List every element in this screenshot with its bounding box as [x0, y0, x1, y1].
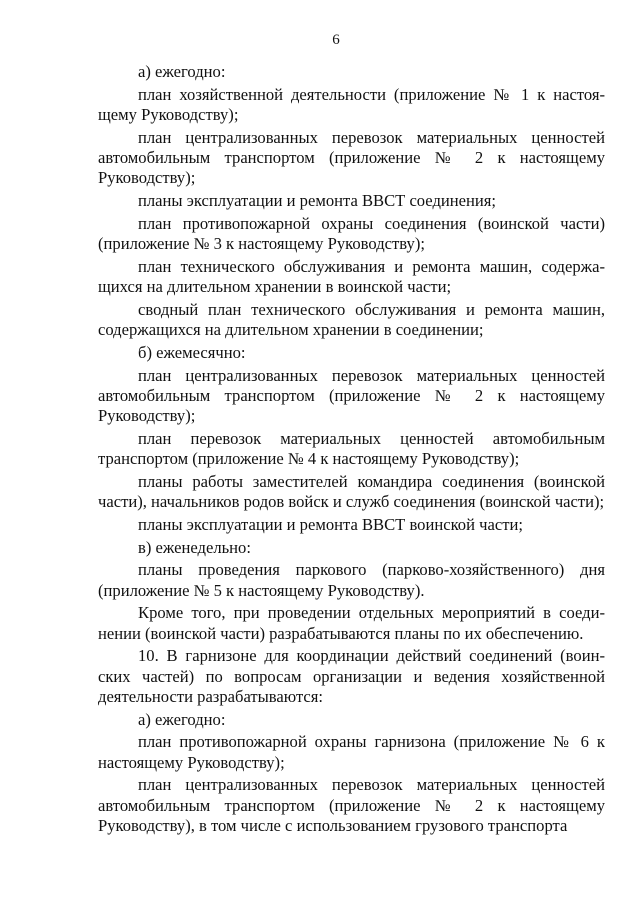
- paragraph: б) ежемесячно:: [138, 342, 246, 362]
- paragraph: план противопожарной охраны соединения (воинской части) (приложение № 3 к настоящему Руководству);: [98, 213, 605, 253]
- paragraph: а) ежегодно:: [138, 709, 226, 729]
- paragraph: Кроме того, при проведении отдельных мероприятий в соединении (воинской части) разрабатываются планы по их обеспечению.: [98, 603, 605, 643]
- document-body: [98, 62, 605, 836]
- paragraph: 10. В гарнизоне для координации действий соединений (воинских частей) по вопросам организации и ведения хозяйственной деятельности разрабатываются:: [98, 646, 605, 706]
- paragraph: а) ежегодно:: [138, 62, 226, 81]
- paragraph: план централизованных перевозок материальных ценностей автомобильным транспортом (приложение № 2 к настоящему Руководству);: [98, 365, 605, 425]
- paragraph: планы работы заместителей командира соединения (воинской части), начальников родов войск и служб соединения (воинской части);: [98, 471, 605, 511]
- paragraph: планы проведения паркового (парково-хозяйственного) дня (приложение № 5 к настоящему Руководству).: [98, 560, 605, 600]
- page-number: 6: [332, 32, 340, 48]
- paragraph: план противопожарной охраны гарнизона (приложение № 6 к настоящему Руководству);: [98, 732, 605, 772]
- paragraph: сводный план технического обслуживания и ремонта машин, содержащихся на длительном хранении в соединении;: [98, 299, 605, 339]
- paragraph: план централизованных перевозок материальных ценностей автомобильным транспортом (приложение № 2 к настоящему Руководству), в том числе с использованием грузового транспорта: [98, 775, 605, 835]
- paragraph: в) еженедельно:: [138, 537, 251, 557]
- paragraph: план хозяйственной деятельности (приложение № 1 к настоящему Руководству);: [98, 84, 605, 124]
- paragraph: план технического обслуживания и ремонта машин, содержащихся на длительном хранении в воинской части;: [98, 256, 605, 296]
- paragraph: план централизованных перевозок материальных ценностей автомобильным транспортом (приложение № 2 к настоящему Руководству);: [98, 127, 605, 188]
- paragraph: план перевозок материальных ценностей автомобильным транспортом (приложение № 4 к настоящему Руководству);: [98, 428, 605, 468]
- paragraph: планы эксплуатации и ремонта ВВСТ соединения;: [138, 191, 497, 210]
- paragraph: планы эксплуатации и ремонта ВВСТ воинской части;: [138, 514, 523, 534]
